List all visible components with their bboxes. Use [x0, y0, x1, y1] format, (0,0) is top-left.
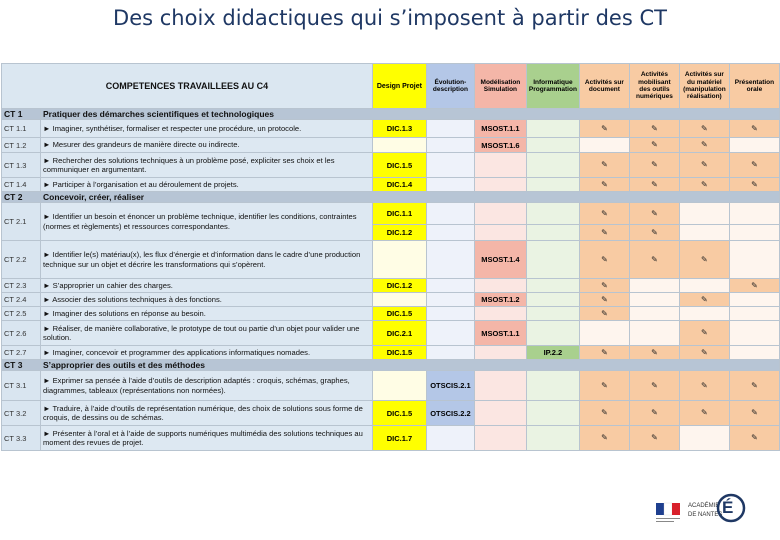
design-cell: DIC.1.1: [372, 203, 426, 225]
evolution-cell: [426, 241, 474, 279]
evolution-cell: [426, 203, 474, 225]
row-code: CT 2.5: [2, 307, 41, 321]
informatique-cell: [526, 401, 579, 426]
table-row: [2, 153, 780, 178]
table-row: [2, 241, 780, 279]
pencil-check-icon: ✎: [751, 179, 758, 189]
activites-mat-cell: [679, 203, 729, 225]
section-code: CT 3: [2, 360, 41, 371]
informatique-cell: [526, 138, 579, 153]
pencil-check-icon: ✎: [751, 380, 758, 390]
design-cell: DIC.1.5: [372, 153, 426, 178]
pencil-check-icon: ✎: [601, 308, 608, 318]
modelisation-cell: [474, 371, 526, 401]
header-activites-mat: Activités sur du matériel (manipulation réalisation): [679, 64, 729, 109]
modelisation-cell: [474, 225, 526, 241]
table-row: [2, 178, 780, 192]
section-code: CT 1: [2, 109, 41, 120]
header-row: [2, 64, 780, 109]
section-title: Pratiquer des démarches scientifiques et technologiques: [40, 109, 779, 120]
pencil-check-icon: ✎: [651, 208, 658, 218]
pencil-check-icon: ✎: [651, 140, 658, 149]
logo-line1: ACADÉMIE: [688, 503, 720, 509]
row-text: ► Présenter à l’oral et à l’aide de supports numériques multimédia des solutions techniques au moment des revues de projet.: [40, 426, 372, 451]
pencil-check-icon: ✎: [701, 408, 708, 417]
pencil-check-icon: ✎: [701, 160, 708, 169]
pencil-check-icon: ✎: [701, 294, 708, 304]
evolution-cell: [426, 225, 474, 241]
presentation-cell: [729, 153, 779, 178]
modelisation-cell: MSOST.1.1: [474, 120, 526, 138]
pencil-check-icon: ✎: [601, 208, 608, 218]
activites-doc-cell: [579, 321, 629, 346]
design-cell: [372, 371, 426, 401]
pencil-check-icon: ✎: [701, 347, 708, 357]
row-text: ► Associer des solutions techniques à des fonctions.: [40, 293, 372, 307]
activites-doc-cell: [579, 120, 629, 138]
activites-mat-cell: [679, 120, 729, 138]
pencil-check-icon: ✎: [601, 408, 608, 417]
pencil-check-icon: ✎: [701, 140, 708, 149]
activites-mob-cell: [629, 401, 679, 426]
presentation-cell: [729, 371, 779, 401]
section-row-ct2: [2, 192, 780, 203]
row-code: CT 1.4: [2, 178, 41, 192]
presentation-cell: [729, 426, 779, 451]
logo-line2: DE NANTES: [688, 512, 723, 518]
pencil-check-icon: ✎: [601, 227, 608, 237]
table-row: [2, 279, 780, 293]
informatique-cell: [526, 203, 579, 225]
row-code: CT 3.3: [2, 426, 41, 451]
design-cell: DIC.1.7: [372, 426, 426, 451]
presentation-cell: [729, 321, 779, 346]
pencil-check-icon: ✎: [601, 294, 608, 304]
informatique-cell: [526, 225, 579, 241]
row-code: CT 2.4: [2, 293, 41, 307]
evolution-cell: [426, 279, 474, 293]
activites-doc-cell: [579, 401, 629, 426]
table-row: [2, 401, 780, 426]
informatique-cell: [526, 307, 579, 321]
activites-mob-cell: [629, 225, 679, 241]
activites-mob-cell: [629, 426, 679, 451]
row-text: ► Imaginer, concevoir et programmer des applications informatiques nomades.: [40, 346, 372, 360]
evolution-cell: [426, 138, 474, 153]
presentation-cell: [729, 307, 779, 321]
activites-doc-cell: [579, 293, 629, 307]
design-cell: DIC.1.5: [372, 307, 426, 321]
presentation-cell: [729, 203, 779, 225]
header-informatique: Informatique Programmation: [526, 64, 579, 109]
pencil-check-icon: ✎: [751, 123, 758, 133]
evolution-cell: [426, 293, 474, 307]
activites-mat-cell: [679, 371, 729, 401]
design-cell: DIC.2.1: [372, 321, 426, 346]
informatique-cell: [526, 241, 579, 279]
modelisation-cell: [474, 153, 526, 178]
pencil-check-icon: ✎: [651, 160, 658, 169]
pencil-check-icon: ✎: [601, 433, 608, 442]
table-row: [2, 321, 780, 346]
row-code: CT 2.3: [2, 279, 41, 293]
activites-mat-cell: [679, 307, 729, 321]
pencil-check-icon: ✎: [751, 408, 758, 417]
activites-mat-cell: [679, 426, 729, 451]
row-text: ► Imaginer des solutions en réponse au besoin.: [40, 307, 372, 321]
row-code: CT 2.1: [2, 203, 41, 241]
presentation-cell: [729, 241, 779, 279]
activites-mob-cell: [629, 178, 679, 192]
evolution-cell: [426, 321, 474, 346]
section-title: S’approprier des outils et des méthodes: [40, 360, 779, 371]
table-row: [2, 371, 780, 401]
row-code: CT 3.2: [2, 401, 41, 426]
row-text: ► Exprimer sa pensée à l’aide d’outils de description adaptés : croquis, schémas, graphes, diagrammes, tableaux (représentations non normées).: [40, 371, 372, 401]
pencil-check-icon: ✎: [601, 123, 608, 133]
activites-mob-cell: [629, 153, 679, 178]
activites-doc-cell: [579, 371, 629, 401]
evolution-cell: [426, 120, 474, 138]
pencil-check-icon: ✎: [751, 433, 758, 442]
activites-doc-cell: [579, 346, 629, 360]
evolution-cell: [426, 153, 474, 178]
modelisation-cell: [474, 178, 526, 192]
modelisation-cell: MSOST.1.2: [474, 293, 526, 307]
pencil-check-icon: ✎: [751, 280, 758, 290]
informatique-cell: [526, 293, 579, 307]
activites-mob-cell: [629, 138, 679, 153]
emblem-letter: É: [722, 498, 734, 517]
pencil-check-icon: ✎: [651, 123, 658, 133]
activites-mob-cell: [629, 203, 679, 225]
modelisation-cell: MSOST.1.6: [474, 138, 526, 153]
activites-doc-cell: [579, 178, 629, 192]
row-code: CT 1.1: [2, 120, 41, 138]
modelisation-cell: MSOST.1.1: [474, 321, 526, 346]
informatique-cell: [526, 120, 579, 138]
activites-doc-cell: [579, 138, 629, 153]
activites-doc-cell: [579, 203, 629, 225]
informatique-cell: [526, 178, 579, 192]
modelisation-cell: MSOST.1.4: [474, 241, 526, 279]
evolution-cell: OTSCIS.2.1: [426, 371, 474, 401]
pencil-check-icon: ✎: [701, 179, 708, 189]
evolution-cell: OTSCIS.2.2: [426, 401, 474, 426]
activites-mat-cell: [679, 241, 729, 279]
activites-mat-cell: [679, 321, 729, 346]
presentation-cell: [729, 178, 779, 192]
row-code: CT 3.1: [2, 371, 41, 401]
activites-doc-cell: [579, 307, 629, 321]
pencil-check-icon: ✎: [601, 280, 608, 290]
row-code: CT 1.3: [2, 153, 41, 178]
section-row-ct1: [2, 109, 780, 120]
pencil-check-icon: ✎: [601, 179, 608, 189]
table-row: [2, 307, 780, 321]
modelisation-cell: [474, 426, 526, 451]
activites-mob-cell: [629, 241, 679, 279]
design-cell: [372, 138, 426, 153]
pencil-check-icon: ✎: [651, 433, 658, 442]
row-code: CT 2.7: [2, 346, 41, 360]
activites-doc-cell: [579, 241, 629, 279]
pencil-check-icon: ✎: [701, 380, 708, 390]
modelisation-cell: [474, 279, 526, 293]
activites-mat-cell: [679, 138, 729, 153]
section-row-ct3: [2, 360, 780, 371]
activites-mat-cell: [679, 153, 729, 178]
activites-mat-cell: [679, 293, 729, 307]
presentation-cell: [729, 225, 779, 241]
table-row: [2, 203, 780, 225]
design-cell: DIC.1.5: [372, 401, 426, 426]
row-text: ► Participer à l’organisation et au déroulement de projets.: [40, 178, 372, 192]
activites-mob-cell: [629, 279, 679, 293]
presentation-cell: [729, 401, 779, 426]
design-cell: [372, 293, 426, 307]
table-row: [2, 138, 780, 153]
activites-doc-cell: [579, 153, 629, 178]
pencil-check-icon: ✎: [651, 408, 658, 417]
pencil-check-icon: ✎: [651, 254, 658, 264]
row-code: CT 2.6: [2, 321, 41, 346]
modelisation-cell: [474, 203, 526, 225]
pencil-check-icon: ✎: [651, 380, 658, 390]
row-text: ► Identifier le(s) matériau(x), les flux d’énergie et d’information dans le cadre d’une production technique sur un objet et décrire les transformations qui s’opèrent.: [40, 241, 372, 279]
header-activites-doc: Activités sur document: [579, 64, 629, 109]
activites-doc-cell: [579, 279, 629, 293]
activites-mat-cell: [679, 346, 729, 360]
activites-mob-cell: [629, 346, 679, 360]
activites-mat-cell: [679, 178, 729, 192]
informatique-cell: [526, 426, 579, 451]
pencil-check-icon: ✎: [601, 160, 608, 169]
informatique-cell: [526, 321, 579, 346]
activites-mob-cell: [629, 120, 679, 138]
row-code: CT 2.2: [2, 241, 41, 279]
header-design: Design Projet: [372, 64, 426, 109]
pencil-check-icon: ✎: [601, 347, 608, 357]
activites-mat-cell: [679, 279, 729, 293]
row-code: CT 1.2: [2, 138, 41, 153]
activites-mat-cell: [679, 225, 729, 241]
pencil-check-icon: ✎: [651, 227, 658, 237]
header-modelisation: Modélisation Simulation: [474, 64, 526, 109]
design-cell: DIC.1.2: [372, 279, 426, 293]
pencil-check-icon: ✎: [601, 254, 608, 264]
page-title: Des choix didactiques qui s’imposent à partir des CT: [113, 6, 667, 30]
informatique-cell: [526, 371, 579, 401]
row-text: ► S’approprier un cahier des charges.: [40, 279, 372, 293]
activites-mob-cell: [629, 293, 679, 307]
design-cell: DIC.1.4: [372, 178, 426, 192]
row-text: ► Identifier un besoin et énoncer un problème technique, identifier les conditions, contraintes (normes et règlements) et ressources correspondantes.: [40, 203, 372, 241]
pencil-check-icon: ✎: [751, 160, 758, 169]
section-title: Concevoir, créer, réaliser: [40, 192, 779, 203]
row-text: ► Imaginer, synthétiser, formaliser et respecter une procédure, un protocole.: [40, 120, 372, 138]
evolution-cell: [426, 346, 474, 360]
header-activites-mob: Activités mobilisant des outils numériques: [629, 64, 679, 109]
informatique-cell: [526, 153, 579, 178]
table-row: [2, 426, 780, 451]
design-cell: DIC.1.5: [372, 346, 426, 360]
activites-doc-cell: [579, 225, 629, 241]
section-code: CT 2: [2, 192, 41, 203]
pencil-check-icon: ✎: [701, 328, 708, 337]
design-cell: DIC.1.3: [372, 120, 426, 138]
design-cell: [372, 241, 426, 279]
presentation-cell: [729, 138, 779, 153]
modelisation-cell: [474, 307, 526, 321]
evolution-cell: [426, 426, 474, 451]
modelisation-cell: [474, 346, 526, 360]
activites-mob-cell: [629, 371, 679, 401]
header-presentation: Présentation orale: [729, 64, 779, 109]
pencil-check-icon: ✎: [701, 254, 708, 264]
pencil-check-icon: ✎: [651, 347, 658, 357]
activites-mob-cell: [629, 307, 679, 321]
pencil-check-icon: ✎: [701, 123, 708, 133]
presentation-cell: [729, 279, 779, 293]
pencil-check-icon: ✎: [601, 380, 608, 390]
activites-mob-cell: [629, 321, 679, 346]
table-row: [2, 346, 780, 360]
presentation-cell: [729, 293, 779, 307]
header-evolution: Évolution-description: [426, 64, 474, 109]
informatique-cell: [526, 279, 579, 293]
informatique-cell: IP.2.2: [526, 346, 579, 360]
table-row: [2, 293, 780, 307]
row-text: ► Mesurer des grandeurs de manière directe ou indirecte.: [40, 138, 372, 153]
activites-mat-cell: [679, 401, 729, 426]
header-competences: COMPETENCES TRAVAILLEES AU C4: [2, 64, 373, 109]
presentation-cell: [729, 120, 779, 138]
design-cell: DIC.1.2: [372, 225, 426, 241]
row-text: ► Réaliser, de manière collaborative, le prototype de tout ou partie d’un objet pour valider une solution.: [40, 321, 372, 346]
row-text: ► Rechercher des solutions techniques à un problème posé, expliciter ses choix et les communiquer en argumentant.: [40, 153, 372, 178]
competences-table: [1, 63, 780, 451]
activites-doc-cell: [579, 426, 629, 451]
table-row: [2, 120, 780, 138]
modelisation-cell: [474, 401, 526, 426]
evolution-cell: [426, 307, 474, 321]
pencil-check-icon: ✎: [651, 179, 658, 189]
row-text: ► Traduire, à l’aide d’outils de représentation numérique, des choix de solutions sous forme de croquis, de dessins ou de schémas.: [40, 401, 372, 426]
presentation-cell: [729, 346, 779, 360]
evolution-cell: [426, 178, 474, 192]
